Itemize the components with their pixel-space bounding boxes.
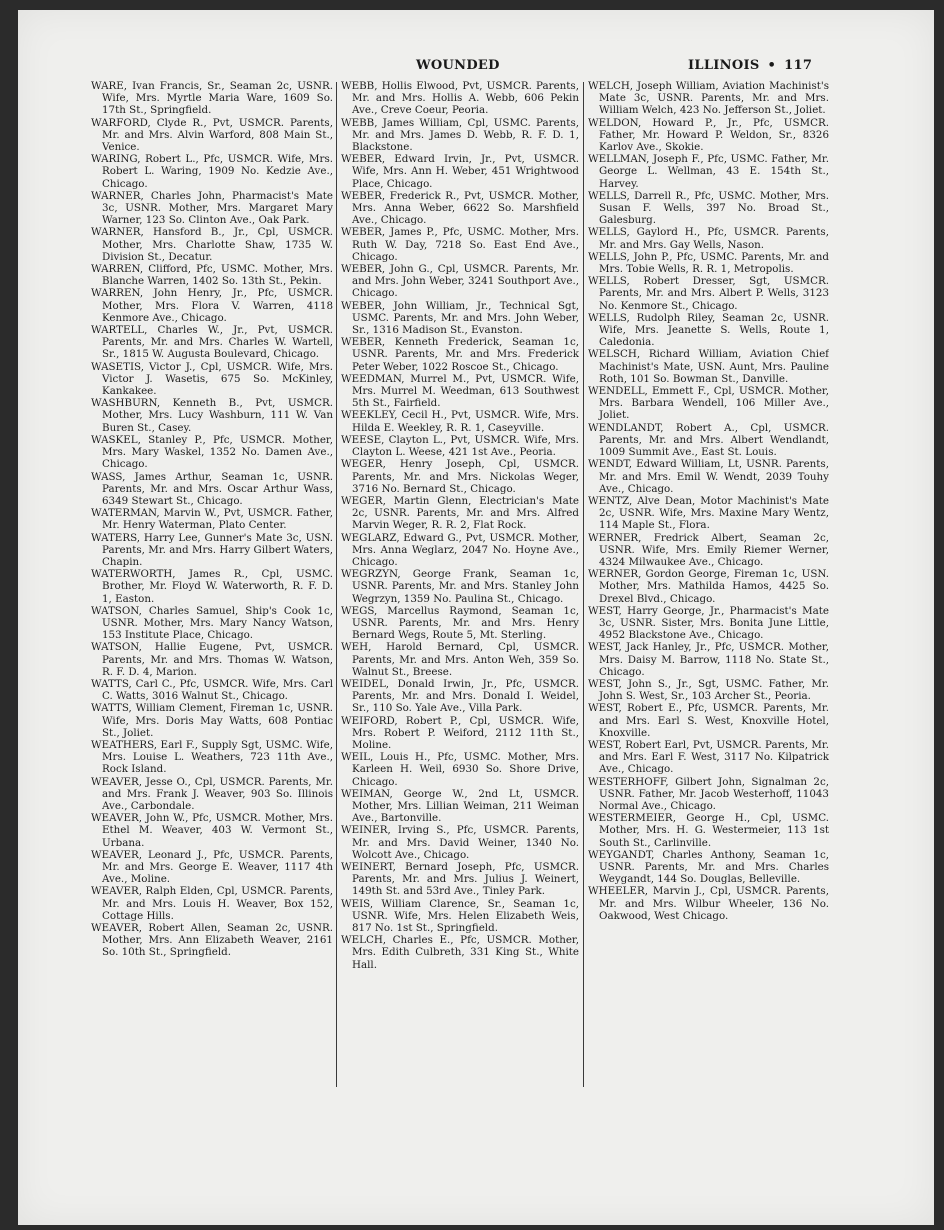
- column-2: [341, 80, 579, 1090]
- casualty-entry: WERNER, Gordon George, Fireman 1c, USN. Mother, Mrs. Mathilda Hamos, 4425 So. Drexel Blvd., Chicago.: [588, 568, 829, 605]
- casualty-entry: WELSCH, Richard William, Aviation Chief Machinist's Mate, USN. Aunt, Mrs. Pauline Roth, 101 So. Bowman St., Danville.: [588, 348, 829, 385]
- casualty-entry: WEINERT, Bernard Joseph, Pfc, USMCR. Parents, Mr. and Mrs. Julius J. Weinert, 149th St. and 53rd Ave., Tinley Park.: [341, 861, 579, 898]
- casualty-entry: WEAVER, Leonard J., Pfc, USMCR. Parents, Mr. and Mrs. George E. Weaver, 1117 4th Ave., Moline.: [91, 848, 333, 886]
- casualty-entry: WEGRZYN, George Frank, Seaman 1c, USNR. Parents, Mr. and Mrs. Stanley John Wegrzyn, 1359 No. Paulina St., Chicago.: [341, 568, 579, 605]
- casualty-entry: WEESE, Clayton L., Pvt, USMCR. Wife, Mrs. Clayton L. Weese, 421 1st Ave., Peoria.: [341, 433, 579, 459]
- casualty-entry: WELLS, Rudolph Riley, Seaman 2c, USNR. Wife, Mrs. Jeanette S. Wells, Route 1, Caledonia.: [588, 311, 829, 349]
- casualty-entry: WARREN, Clifford, Pfc, USMC. Mother, Mrs. Blanche Warren, 1402 So. 13th St., Pekin.: [91, 263, 333, 288]
- section-heading: WOUNDED: [416, 58, 500, 73]
- casualty-entry: WEBB, Hollis Elwood, Pvt, USMCR. Parents, Mr. and Mrs. Hollis A. Webb, 606 Pekin Ave., Creve Coeur, Peoria.: [341, 80, 579, 117]
- casualty-entry: WENDLANDT, Robert A., Cpl, USMCR. Parents, Mr. and Mrs. Albert Wendlandt, 1009 Summit Ave., East St. Louis.: [588, 421, 829, 459]
- casualty-entry: WASS, James Arthur, Seaman 1c, USNR. Parents, Mr. and Mrs. Oscar Arthur Wass, 6349 Stewart St., Chicago.: [91, 470, 333, 507]
- casualty-entry: WELCH, Joseph William, Aviation Machinist's Mate 3c, USNR. Parents, Mr. and Mrs. William Welch, 423 No. Jefferson St., Joliet.: [588, 80, 829, 117]
- casualty-entry: WEAVER, Robert Allen, Seaman 2c, USNR. Mother, Mrs. Ann Elizabeth Weaver, 2161 So. 10th St., Springfield.: [91, 922, 333, 959]
- casualty-entry: WENTZ, Alve Dean, Motor Machinist's Mate 2c, USNR. Wife, Mrs. Maxine Mary Wentz, 114 Maple St., Flora.: [588, 494, 829, 532]
- casualty-entry: WEBER, John William, Jr., Technical Sgt, USMC. Parents, Mr. and Mrs. John Weber, Sr., 1316 Madison St., Evanston.: [341, 299, 579, 337]
- casualty-entry: WELCH, Charles E., Pfc, USMCR. Mother, Mrs. Edith Culbreth, 331 King St., White Hall.: [341, 934, 579, 971]
- state-heading: ILLINOIS: [688, 58, 760, 73]
- casualty-entry: WEIS, William Clarence, Sr., Seaman 1c, USNR. Wife, Mrs. Helen Elizabeth Weis, 817 No. 1st St., Springfield.: [341, 897, 579, 935]
- casualty-entry: WEH, Harold Bernard, Cpl, USMCR. Parents, Mr. and Mrs. Anton Weh, 359 So. Walnut St., Breese.: [341, 641, 579, 678]
- casualty-entry: WEGS, Marcellus Raymond, Seaman 1c, USNR. Parents, Mr. and Mrs. Henry Bernard Wegs, Route 5, Mt. Sterling.: [341, 604, 579, 642]
- casualty-entry: WASETIS, Victor J., Cpl, USMCR. Wife, Mrs. Victor J. Wasetis, 675 So. McKinley, Kankakee.: [91, 360, 333, 398]
- casualty-entry: WEST, Harry George, Jr., Pharmacist's Mate 3c, USNR. Sister, Mrs. Bonita June Little, 4952 Blackstone Ave., Chicago.: [588, 604, 829, 642]
- casualty-entry: WATTS, William Clement, Fireman 1c, USNR. Wife, Mrs. Doris May Watts, 608 Pontiac St., Joliet.: [91, 702, 333, 739]
- casualty-entry: WELDON, Howard P., Jr., Pfc, USMCR. Father, Mr. Howard P. Weldon, Sr., 8326 Karlov Ave., Skokie.: [588, 116, 829, 154]
- casualty-entry: WEBER, John G., Cpl, USMCR. Parents, Mr. and Mrs. John Weber, 3241 Southport Ave., Chicago.: [341, 263, 579, 300]
- casualty-entry: WENDT, Edward William, Lt, USNR. Parents, Mr. and Mrs. Emil W. Wendt, 2039 Touhy Ave., Chicago.: [588, 458, 829, 495]
- casualty-entry: WEST, Jack Hanley, Jr., Pfc, USMCR. Mother, Mrs. Daisy M. Barrow, 1118 No. State St., Chicago.: [588, 641, 829, 678]
- casualty-entry: WEATHERS, Earl F., Supply Sgt, USMC. Wife, Mrs. Louise L. Weathers, 723 11th Ave., Rock Island.: [91, 738, 333, 776]
- casualty-entry: WATSON, Hallie Eugene, Pvt, USMCR. Parents, Mr. and Mrs. Thomas W. Watson, R. F. D. 4, Marion.: [91, 641, 333, 678]
- casualty-entry: WEIDEL, Donald Irwin, Jr., Pfc, USMCR. Parents, Mr. and Mrs. Donald I. Weidel, Sr., 110 So. Yale Ave., Villa Park.: [341, 677, 579, 715]
- casualty-entry: WEYGANDT, Charles Anthony, Seaman 1c, USNR. Parents, Mr. and Mrs. Charles Weygandt, 144 So. Douglas, Belleville.: [588, 848, 829, 886]
- casualty-entry: WELLS, John P., Pfc, USMC. Parents, Mr. and Mrs. Tobie Wells, R. R. 1, Metropolis.: [588, 250, 829, 276]
- casualty-entry: WEST, Robert Earl, Pvt, USMCR. Parents, Mr. and Mrs. Earl F. West, 3117 No. Kilpatrick Ave., Chicago.: [588, 738, 829, 776]
- casualty-entry: WEBER, Edward Irvin, Jr., Pvt, USMCR. Wife, Mrs. Ann H. Weber, 451 Wrightwood Place, Chicago.: [341, 153, 579, 190]
- casualty-entry: WASKEL, Stanley P., Pfc, USMCR. Mother, Mrs. Mary Waskel, 1352 No. Damen Ave., Chicago.: [91, 433, 333, 471]
- casualty-entry: WARNER, Hansford B., Jr., Cpl, USMCR. Mother, Mrs. Charlotte Shaw, 1735 W. Division St., Decatur.: [91, 226, 333, 263]
- casualty-entry: WARE, Ivan Francis, Sr., Seaman 2c, USNR. Wife, Mrs. Myrtle Maria Ware, 1609 So. 17th St., Springfield.: [91, 80, 333, 117]
- casualty-entry: WEBER, Frederick R., Pvt, USMCR. Mother, Mrs. Anna Weber, 6622 So. Marshfield Ave., Chicago.: [341, 189, 579, 227]
- casualty-entry: WARNER, Charles John, Pharmacist's Mate 3c, USNR. Mother, Mrs. Margaret Mary Warner, 123 So. Clinton Ave., Oak Park.: [91, 189, 333, 227]
- casualty-entry: WEAVER, Jesse O., Cpl, USMCR. Parents, Mr. and Mrs. Frank J. Weaver, 903 So. Illinois Ave., Carbondale.: [91, 775, 333, 812]
- casualty-entry: WEEKLEY, Cecil H., Pvt, USMCR. Wife, Mrs. Hilda E. Weekley, R. R. 1, Caseyville.: [341, 409, 579, 434]
- casualty-entry: WELLMAN, Joseph F., Pfc, USMC. Father, Mr. George L. Wellman, 43 E. 154th St., Harvey.: [588, 153, 829, 190]
- page-number: 117: [784, 58, 813, 73]
- casualty-entry: WEAVER, John W., Pfc, USMCR. Mother, Mrs. Ethel M. Weaver, 403 W. Vermont St., Urbana.: [91, 812, 333, 849]
- running-header: [688, 58, 812, 73]
- casualty-entry: WASHBURN, Kenneth B., Pvt, USMCR. Mother, Mrs. Lucy Washburn, 111 W. Van Buren St., Casey.: [91, 397, 333, 434]
- casualty-entry: WEBER, James P., Pfc, USMC. Mother, Mrs. Ruth W. Day, 7218 So. East End Ave., Chicago.: [341, 226, 579, 263]
- casualty-entry: WEINER, Irving S., Pfc, USMCR. Parents, Mr. and Mrs. David Weiner, 1340 No. Wolcott Ave., Chicago.: [341, 824, 579, 861]
- casualty-entry: WEBB, James William, Cpl, USMC. Parents, Mr. and Mrs. James D. Webb, R. F. D. 1, Blackstone.: [341, 116, 579, 154]
- casualty-entry: WEBER, Kenneth Frederick, Seaman 1c, USNR. Parents, Mr. and Mrs. Frederick Peter Weber, 1022 Roscoe St., Chicago.: [341, 336, 579, 373]
- column-divider-2: [583, 82, 584, 1087]
- casualty-entry: WESTERMEIER, George H., Cpl, USMC. Mother, Mrs. H. G. Westermeier, 113 1st South St., Carlinville.: [588, 812, 829, 849]
- column-divider-1: [336, 82, 337, 1087]
- casualty-entry: WATTS, Carl C., Pfc, USMCR. Wife, Mrs. Carl C. Watts, 3016 Walnut St., Chicago.: [91, 677, 333, 703]
- casualty-entry: WELLS, Darrell R., Pfc, USMC. Mother, Mrs. Susan F. Wells, 397 No. Broad St., Galesburg.: [588, 189, 829, 227]
- casualty-entry: WEEDMAN, Murrel M., Pvt, USMCR. Wife, Mrs. Murrel M. Weedman, 613 Southwest 5th St., Fairfield.: [341, 372, 579, 410]
- casualty-entry: WERNER, Fredrick Albert, Seaman 2c, USNR. Wife, Mrs. Emily Riemer Werner, 4324 Milwaukee Ave., Chicago.: [588, 531, 829, 568]
- casualty-entry: WATERS, Harry Lee, Gunner's Mate 3c, USN. Parents, Mr. and Mrs. Harry Gilbert Waters, Chapin.: [91, 531, 333, 568]
- casualty-entry: WEIL, Louis H., Pfc, USMC. Mother, Mrs. Karleen H. Weil, 6930 So. Shore Drive, Chicago.: [341, 751, 579, 788]
- casualty-entry: WATERWORTH, James R., Cpl, USMC. Brother, Mr. Floyd W. Waterworth, R. F. D. 1, Easton.: [91, 568, 333, 605]
- casualty-entry: WEIFORD, Robert P., Cpl, USMCR. Wife, Mrs. Robert P. Weiford, 2112 11th St., Moline.: [341, 714, 579, 751]
- casualty-entry: WHEELER, Marvin J., Cpl, USMCR. Parents, Mr. and Mrs. Wilbur Wheeler, 136 No. Oakwood, West Chicago.: [588, 885, 829, 922]
- casualty-entry: WEGER, Martin Glenn, Electrician's Mate 2c, USNR. Parents, Mr. and Mrs. Alfred Marvin Weger, R. R. 2, Flat Rock.: [341, 494, 579, 532]
- casualty-entry: WATSON, Charles Samuel, Ship's Cook 1c, USNR. Mother, Mrs. Mary Nancy Watson, 153 Institute Place, Chicago.: [91, 604, 333, 642]
- column-3: [588, 80, 829, 1090]
- casualty-entry: WESTERHOFF, Gilbert John, Signalman 2c, USNR. Father, Mr. Jacob Westerhoff, 11043 Normal Ave., Chicago.: [588, 775, 829, 812]
- casualty-entry: WARTELL, Charles W., Jr., Pvt, USMCR. Parents, Mr. and Mrs. Charles W. Wartell, Sr., 1815 W. Augusta Boulevard, Chicago.: [91, 324, 333, 361]
- casualty-entry: WARING, Robert L., Pfc, USMCR. Wife, Mrs. Robert L. Waring, 1909 No. Kedzie Ave., Chicago.: [91, 153, 333, 190]
- casualty-entry: WENDELL, Emmett F., Cpl, USMCR. Mother, Mrs. Barbara Wendell, 106 Miller Ave., Joliet.: [588, 385, 829, 422]
- casualty-entry: WELLS, Gaylord H., Pfc, USMCR. Parents, Mr. and Mrs. Gay Wells, Nason.: [588, 226, 829, 251]
- casualty-entry: WEGER, Henry Joseph, Cpl, USMCR. Parents, Mr. and Mrs. Nickolas Weger, 3716 No. Bernard St., Chicago.: [341, 458, 579, 495]
- casualty-entry: WARFORD, Clyde R., Pvt, USMCR. Parents, Mr. and Mrs. Alvin Warford, 808 Main St., Venice.: [91, 116, 333, 154]
- casualty-entry: WEST, Robert E., Pfc, USMCR. Parents, Mr. and Mrs. Earl S. West, Knoxville Hotel, Knoxville.: [588, 702, 829, 739]
- casualty-entry: WEST, John S., Jr., Sgt, USMC. Father, Mr. John S. West, Sr., 103 Archer St., Peoria.: [588, 677, 829, 703]
- casualty-entry: WELLS, Robert Dresser, Sgt, USMCR. Parents, Mr. and Mrs. Albert P. Wells, 3123 No. Kenmore St., Chicago.: [588, 275, 829, 312]
- casualty-entry: WEIMAN, George W., 2nd Lt, USMCR. Mother, Mrs. Lillian Weiman, 211 Weiman Ave., Bartonville.: [341, 787, 579, 825]
- header-bullet: •: [767, 58, 777, 73]
- casualty-entry: WARREN, John Henry, Jr., Pfc, USMCR. Mother, Mrs. Flora V. Warren, 4118 Kenmore Ave., Chicago.: [91, 287, 333, 324]
- casualty-entry: WEAVER, Ralph Elden, Cpl, USMCR. Parents, Mr. and Mrs. Louis H. Weaver, Box 152, Cottage Hills.: [91, 885, 333, 922]
- casualty-entry: WEGLARZ, Edward G., Pvt, USMCR. Mother, Mrs. Anna Weglarz, 2047 No. Hoyne Ave., Chicago.: [341, 531, 579, 568]
- column-1: [91, 80, 333, 1090]
- casualty-entry: WATERMAN, Marvin W., Pvt, USMCR. Father, Mr. Henry Waterman, Plato Center.: [91, 507, 333, 532]
